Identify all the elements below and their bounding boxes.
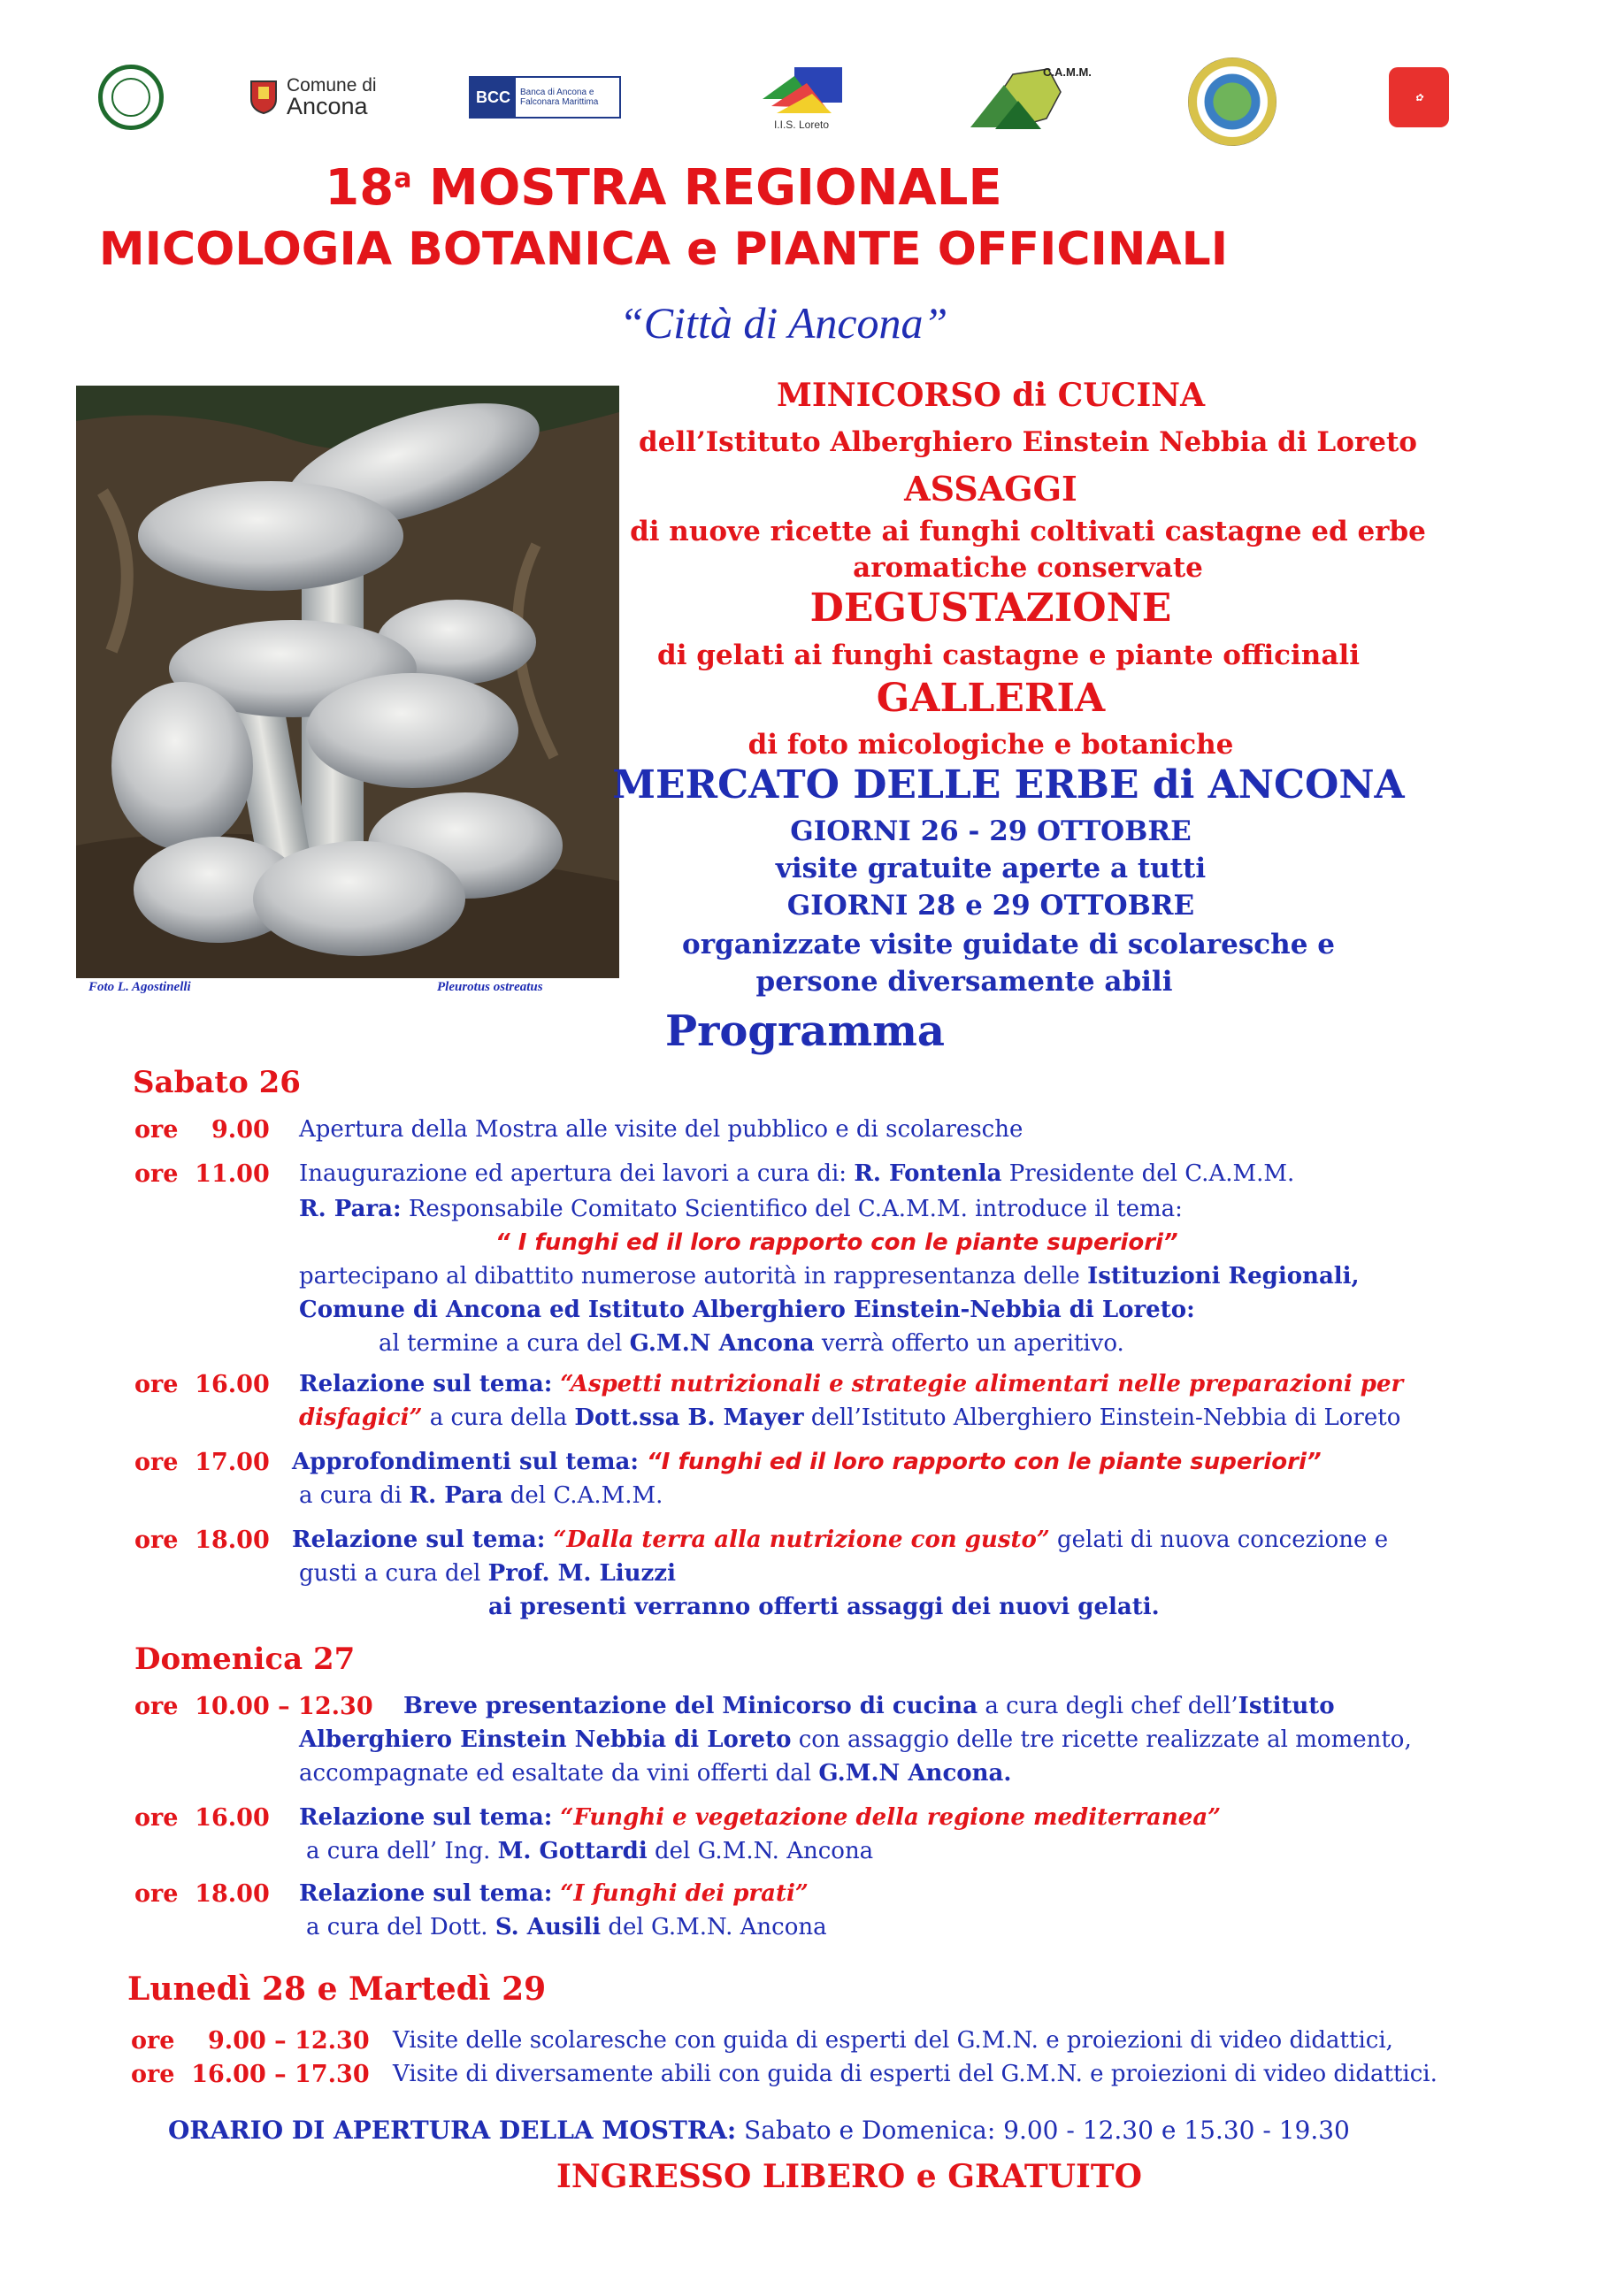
sat-text-5-line3: ai presenti verranno offerti assaggi dei nuovi gelati.	[488, 1594, 1160, 1620]
bcc-mark: BCC	[476, 88, 510, 106]
sun-text-1-line2	[299, 1726, 1412, 1753]
comune-line2: Ancona	[287, 93, 368, 119]
sat-3a: Relazione sul tema:	[299, 1371, 561, 1397]
coat-of-arms-icon	[249, 80, 278, 115]
sun-hour-3: ore 18.00	[134, 1880, 270, 1908]
feature-degustazione-sub: di gelati ai funghi castagne e piante officinali	[657, 639, 1360, 671]
mon-hour-2: ore 16.00 – 17.30	[131, 2061, 370, 2088]
sun-3e: del G.M.N. Ancona	[601, 1914, 827, 1940]
sat-hour-4: ore 17.00	[134, 1449, 270, 1476]
sat-2c: Presidente del C.A.M.M.	[1001, 1160, 1295, 1187]
feature-assaggi-sub2: aromatiche conservate	[853, 552, 1203, 584]
sat-4c: a cura di	[299, 1482, 410, 1509]
logo-red-brand	[1387, 62, 1451, 133]
logo-mycology-association	[96, 62, 166, 133]
sat-4e: del C.A.M.M.	[502, 1482, 663, 1509]
logo-iis-loreto	[748, 62, 855, 133]
sat-text-2-line5: Comune di Ancona ed Istituto Alberghiero Einstein-Nebbia di Loreto:	[299, 1297, 1195, 1323]
days-2: GIORNI 28 e 29 OTTOBRE	[786, 890, 1195, 922]
feature-galleria-sub: di foto micologiche e botaniche	[748, 729, 1234, 761]
sat-2e: Responsabile Comitato Scientifico del C.A.M.M. introduce il tema:	[401, 1196, 1183, 1222]
logo-camm	[964, 62, 1106, 133]
sun-text-3-line1	[299, 1880, 809, 1907]
day-label-saturday: Sabato 26	[133, 1065, 301, 1100]
days-1-sub: visite gratuite aperte a tutti	[775, 853, 1207, 884]
photo-species: Pleurotus ostreatus	[437, 980, 543, 994]
sat-text-3-line1	[299, 1371, 1403, 1397]
feature-minicorso-title: MINICORSO di CUCINA	[776, 377, 1205, 414]
sun-1d: Alberghiero Einstein Nebbia di Loreto	[299, 1726, 792, 1753]
days-2-sub1: organizzate visite guidate di scolaresche e	[682, 929, 1335, 960]
sun-3a: Relazione sul tema:	[299, 1880, 561, 1907]
program-heading: Programma	[665, 1006, 946, 1056]
sat-5a: Relazione sul tema:	[292, 1527, 554, 1553]
sun-2d: M. Gottardi	[497, 1838, 648, 1864]
sun-1f: accompagnate ed esaltate da vini offerti dal	[299, 1760, 819, 1787]
sun-hour-1: ore 10.00 – 12.30	[134, 1693, 373, 1720]
sun-1c: Istituto	[1238, 1693, 1335, 1719]
sun-text-2-line2	[306, 1838, 873, 1864]
sat-4a: Approfondimenti sul tema:	[292, 1449, 647, 1475]
feature-minicorso-sub: dell’Istituto Alberghiero Einstein Nebbia di Loreto	[639, 426, 1417, 458]
sun-text-3-line2	[306, 1914, 827, 1940]
feature-galleria-title: GALLERIA	[876, 676, 1106, 721]
sat-2g: partecipano al dibattito numerose autorità in rappresentanza delle	[299, 1263, 1088, 1290]
subtitle: MICOLOGIA BOTANICA e PIANTE OFFICINALI	[98, 223, 1229, 276]
sun-text-1-line1	[403, 1693, 1335, 1719]
sat-text-2-theme: “ I funghi ed il loro rapporto con le piante superiori”	[495, 1229, 1178, 1256]
sat-5c: gelati di nuova concezione e	[1049, 1527, 1389, 1553]
title-number: 18	[325, 159, 395, 217]
sat-3c: disfagici”	[299, 1404, 423, 1431]
sun-1a: Breve presentazione del Minicorso di cucina	[403, 1693, 978, 1719]
sat-3f: dell’Istituto Alberghiero Einstein-Nebbia di Loreto	[803, 1404, 1401, 1431]
sat-hour-5: ore 18.00	[134, 1527, 270, 1554]
sat-text-5-line2	[299, 1560, 676, 1587]
sat-2d: R. Para:	[299, 1196, 402, 1222]
opening-hours-label: ORARIO DI APERTURA DELLA MOSTRA:	[168, 2116, 737, 2145]
sat-text-2-line6	[379, 1330, 1124, 1357]
day-label-monday-tuesday: Lunedì 28 e Martedì 29	[127, 1971, 547, 2008]
sat-4b: “I funghi ed il loro rapporto con le piante superiori”	[646, 1449, 1322, 1475]
title-superscript: a	[394, 163, 412, 195]
photo-credit: Foto L. Agostinelli	[88, 980, 191, 994]
free-entry: INGRESSO LIBERO e GRATUITO	[556, 2158, 1142, 2195]
sat-3b: “Aspetti nutrizionali e strategie alimentari nelle preparazioni per	[560, 1371, 1404, 1397]
sun-hour-2: ore 16.00	[134, 1804, 270, 1832]
mon-hour-1: ore 9.00 – 12.30	[131, 2027, 370, 2055]
sat-5d: gusti a cura del	[299, 1560, 488, 1587]
sat-2b: R. Fontenla	[854, 1160, 1002, 1187]
sat-2h: Istituzioni Regionali,	[1087, 1263, 1360, 1290]
logo-comune-ancona	[249, 62, 391, 133]
sat-3e: Dott.ssa B. Mayer	[574, 1404, 804, 1431]
sun-text-1-line3	[299, 1760, 1011, 1787]
sat-hour-2: ore 11.00	[134, 1160, 270, 1188]
sat-text-2-line4	[299, 1263, 1360, 1290]
sat-2k: G.M.N Ancona	[629, 1330, 815, 1357]
sat-hour-3: ore 16.00	[134, 1371, 270, 1398]
sat-text-5-line1	[292, 1527, 1388, 1553]
sat-text-2-line1	[299, 1160, 1294, 1187]
sat-text-4-line1	[292, 1449, 1322, 1475]
mon-text-2: Visite di diversamente abili con guida di esperti del G.M.N. e proiezioni di video didattici.	[393, 2061, 1438, 2087]
sat-text-4-line2	[299, 1482, 663, 1509]
sun-2e: del G.M.N. Ancona	[647, 1838, 874, 1864]
sat-2j: al termine a cura del	[379, 1330, 630, 1357]
sun-2c: a cura dell’ Ing.	[306, 1838, 498, 1864]
main-title	[0, 159, 1327, 217]
sat-5b: “Dalla terra alla nutrizione con gusto”	[553, 1527, 1050, 1553]
sat-5e: Prof. M. Liuzzi	[487, 1560, 676, 1587]
day-label-sunday: Domenica 27	[134, 1642, 356, 1677]
sun-3b: “I funghi dei prati”	[560, 1880, 809, 1907]
opening-hours-value: Sabato e Domenica: 9.00 - 12.30 e 15.30 - 19.30	[736, 2116, 1350, 2145]
sat-text-1: Apertura della Mostra alle visite del pubblico e di scolaresche	[299, 1116, 1024, 1143]
sun-1b: a cura degli chef dell’	[978, 1693, 1238, 1719]
comune-line1: Comune di	[287, 75, 377, 96]
sat-2l: verrà offerto un aperitivo.	[814, 1330, 1124, 1357]
market-title: MERCATO DELLE ERBE di ANCONA	[612, 762, 1405, 807]
sat-4d: R. Para	[409, 1482, 503, 1509]
gmn-seal-icon	[1188, 57, 1276, 146]
opening-hours	[168, 2116, 1350, 2145]
mushroom-photo	[76, 386, 619, 978]
feature-assaggi-sub1: di nuove ricette ai funghi coltivati castagne ed erbe	[630, 516, 1426, 547]
sun-3d: S. Ausili	[494, 1914, 602, 1940]
sat-2a: Inaugurazione ed apertura dei lavori a cura di:	[299, 1160, 855, 1187]
days-1: GIORNI 26 - 29 OTTOBRE	[790, 815, 1192, 847]
sat-text-3-line2	[299, 1404, 1400, 1431]
city-title: “Città di Ancona”	[619, 298, 948, 348]
title-text: MOSTRA REGIONALE	[411, 159, 1002, 217]
sun-2a: Relazione sul tema:	[299, 1804, 561, 1831]
feature-assaggi-title: ASSAGGI	[904, 469, 1077, 509]
feature-degustazione-title: DEGUSTAZIONE	[809, 585, 1172, 631]
sun-2b: “Funghi e vegetazione della regione mediterranea”	[560, 1804, 1222, 1831]
sat-hour-1: ore 9.00	[134, 1116, 270, 1144]
sun-3c: a cura del Dott.	[306, 1914, 495, 1940]
iis-flag-icon	[759, 64, 844, 117]
sun-1e: con assaggio delle tre ricette realizzate al momento,	[791, 1726, 1412, 1753]
sun-text-2-line1	[299, 1804, 1221, 1831]
days-2-sub2: persone diversamente abili	[755, 966, 1173, 998]
logo-bcc	[467, 62, 623, 133]
camm-label: C.A.M.M.	[1043, 65, 1092, 79]
sun-1g: G.M.N Ancona.	[818, 1760, 1012, 1787]
red-brand-mark-icon: ✿	[1414, 92, 1423, 103]
mushroom-image-icon	[76, 386, 619, 978]
iis-label: I.I.S. Loreto	[773, 119, 830, 131]
logo-gmn-ancona	[1184, 53, 1281, 150]
bcc-text: Banca di Ancona e Falconara Marittima	[520, 87, 599, 107]
mon-text-1: Visite delle scolaresche con guida di esperti del G.M.N. e proiezioni di video didattici,	[393, 2027, 1393, 2054]
sat-3d: a cura della	[422, 1404, 575, 1431]
sat-text-2-line2	[299, 1196, 1183, 1222]
